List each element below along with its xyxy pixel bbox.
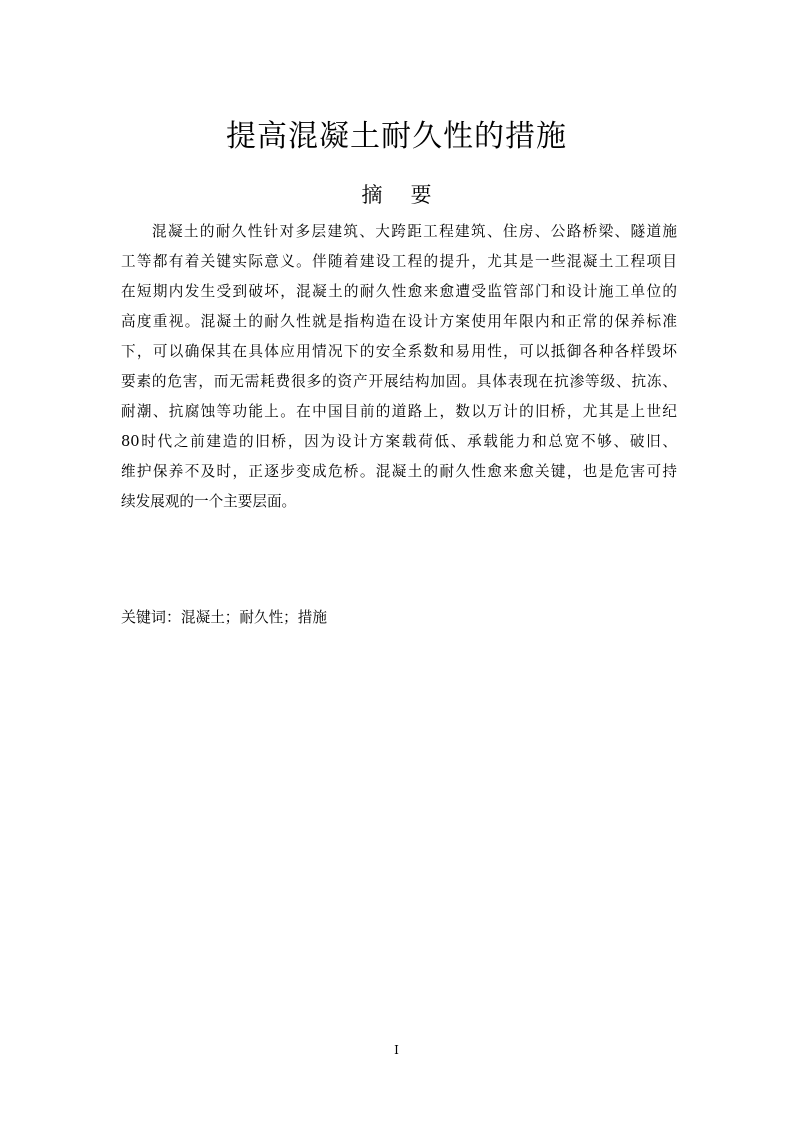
abstract-line: 续发展观的一个主要层面。 (121, 493, 297, 510)
abstract-line: 工等都有着关键实际意义。伴随着建设工程的提升，尤其是一些混凝土工程项目 (121, 253, 677, 270)
abstract-body (121, 217, 677, 517)
abstract-heading-right: 要 (410, 183, 432, 207)
keywords-label: 关键词： (121, 608, 182, 626)
abstract-line: 耐潮、抗腐蚀等功能上。在中国目前的道路上，数以万计的旧桥，尤其是上世纪 (121, 403, 677, 420)
abstract-line: 要素的危害，而无需耗费很多的资产开展结构加固。具体表现在抗渗等级、抗冻、 (121, 373, 677, 390)
abstract-line: 高度重视。混凝土的耐久性就是指构造在设计方案使用年限内和正常的保养标准 (121, 313, 677, 330)
keywords (121, 603, 677, 632)
abstract-line: 在短期内发生受到破坏，混凝土的耐久性愈来愈遭受监管部门和设计施工单位的 (121, 283, 677, 300)
abstract-heading-left: 摘 (361, 183, 383, 207)
abstract-line: 80时代之前建造的旧桥，因为设计方案载荷低、承载能力和总宽不够、破旧、 (121, 433, 677, 450)
abstract-heading (0, 180, 793, 210)
keywords-text: 混凝土；耐久性；措施 (181, 609, 327, 626)
document-title: 提高混凝土耐久性的措施 (226, 119, 567, 154)
page-number: I (394, 1043, 399, 1057)
abstract-line: 混凝土的耐久性针对多层建筑、大跨距工程建筑、住房、公路桥梁、隧道施 (152, 223, 677, 240)
abstract-line: 维护保养不及时，正逐步变成危桥。混凝土的耐久性愈来愈关键，也是危害可持 (121, 463, 677, 480)
abstract-line: 下，可以确保其在具体应用情况下的安全系数和易用性，可以抵御各种各样毁坏 (121, 343, 677, 360)
